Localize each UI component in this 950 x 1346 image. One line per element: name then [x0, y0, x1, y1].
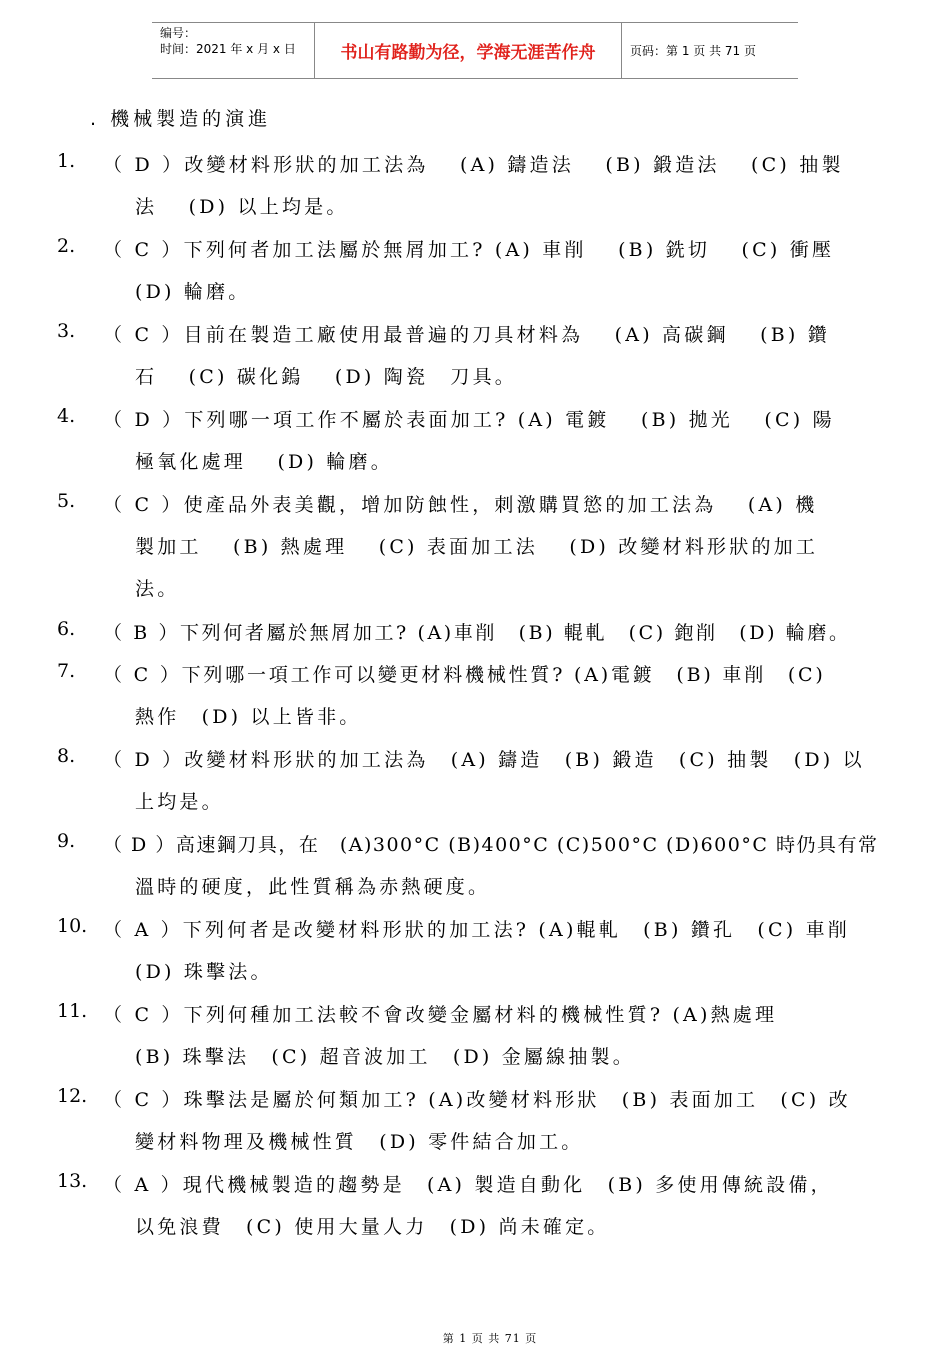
question-line: （ A ）下列何者是改變材料形狀的加工法? (A)輥軋 (B) 鑽孔 (C) 車削 — [103, 919, 851, 941]
question-line: （ C ）珠擊法是屬於何類加工? (A)改變材料形狀 (B) 表面加工 (C) 改 — [103, 1089, 851, 1111]
question-number: 7. — [57, 660, 76, 682]
question-line: 法 (D) 以上均是。 — [135, 196, 349, 218]
question-line: (B) 珠擊法 (C) 超音波加工 (D) 金屬線抽製。 — [135, 1046, 635, 1068]
question-number: 3. — [57, 320, 76, 342]
header-motto: 书山有路勤为径，学海无涯苦作舟 — [314, 23, 622, 78]
question-line: （ C ）下列何者加工法屬於無屑加工? (A) 車削 (B) 銑切 (C) 衝壓 — [103, 239, 835, 261]
question-line: 極氧化處理 (D) 輪磨。 — [135, 451, 393, 473]
question-number: 13. — [57, 1170, 88, 1192]
question-line: （ A ）現代機械製造的趨勢是 (A) 製造自動化 (B) 多使用傳統設備， — [103, 1174, 833, 1196]
question-number: 6. — [57, 618, 76, 640]
question-line: （ D ）改變材料形狀的加工法為 (A) 鑄造法 (B) 鍛造法 (C) 抽製 — [103, 154, 844, 176]
question-line: 溫時的硬度，此性質稱為赤熱硬度。 — [135, 876, 491, 898]
question-number: 1. — [57, 150, 76, 172]
question-line: 熱作 (D) 以上皆非。 — [135, 706, 362, 728]
section-title: . 機械製造的演進 — [90, 108, 272, 130]
page-footer: 第 1 页 共 71 页 — [442, 1332, 538, 1345]
question-number: 9. — [57, 830, 76, 852]
question-line: 以免浪費 (C) 使用大量人力 (D) 尚未確定。 — [135, 1216, 610, 1238]
question-line: （ C ）目前在製造工廠使用最普遍的刀具材料為 (A) 高碳鋼 (B) 鑽 — [103, 324, 830, 346]
question-number: 5. — [57, 490, 76, 512]
time-label: 时间：2021 年 x 月 x 日 — [160, 42, 296, 56]
question-number: 10. — [57, 915, 88, 937]
question-number: 12. — [57, 1085, 88, 1107]
number-label: 编号： — [160, 26, 197, 40]
question-line: (D) 輪磨。 — [135, 281, 251, 303]
question-line: (D) 珠擊法。 — [135, 961, 273, 983]
question-number: 2. — [57, 235, 76, 257]
question-line: （ C ）使產品外表美觀，增加防蝕性，刺激購買慾的加工法為 (A) 機 — [103, 494, 818, 516]
question-number: 4. — [57, 405, 76, 427]
question-number: 8. — [57, 745, 76, 767]
question-number: 11. — [57, 1000, 88, 1022]
question-line: （ D ）下列哪一項工作不屬於表面加工? (A) 電鍍 (B) 拋光 (C) 陽 — [103, 409, 835, 431]
question-line: （ D ）高速鋼刀具，在 (A)300°C (B)400°C (C)500°C (D)600°C 時仍具有常 — [103, 834, 879, 856]
question-line: （ C ）下列哪一項工作可以變更材料機械性質? (A)電鍍 (B) 車削 (C) — [103, 664, 826, 686]
header-info — [152, 23, 314, 78]
question-line: 石 (C) 碳化鎢 (D) 陶瓷 刀具。 — [135, 366, 517, 388]
question-line: 上均是。 — [135, 791, 224, 813]
question-line: （ D ）改變材料形狀的加工法為 (A) 鑄造 (B) 鍛造 (C) 抽製 (D) 以 — [103, 749, 865, 771]
question-line: 製加工 (B) 熱處理 (C) 表面加工法 (D) 改變材料形狀的加工 — [135, 536, 819, 558]
question-line: （ C ）下列何種加工法較不會改變金屬材料的機械性質? (A)熱處理 — [103, 1004, 778, 1026]
question-line: 變材料物理及機械性質 (D) 零件結合加工。 — [135, 1131, 584, 1153]
question-line: （ B ）下列何者屬於無屑加工? (A)車削 (B) 輥軋 (C) 鉋削 (D) 輪磨。 — [103, 622, 851, 644]
question-line: 法。 — [135, 578, 180, 600]
header-page-label: 页码：第 1 页 共 71 页 — [630, 44, 756, 58]
page-header — [152, 22, 798, 79]
